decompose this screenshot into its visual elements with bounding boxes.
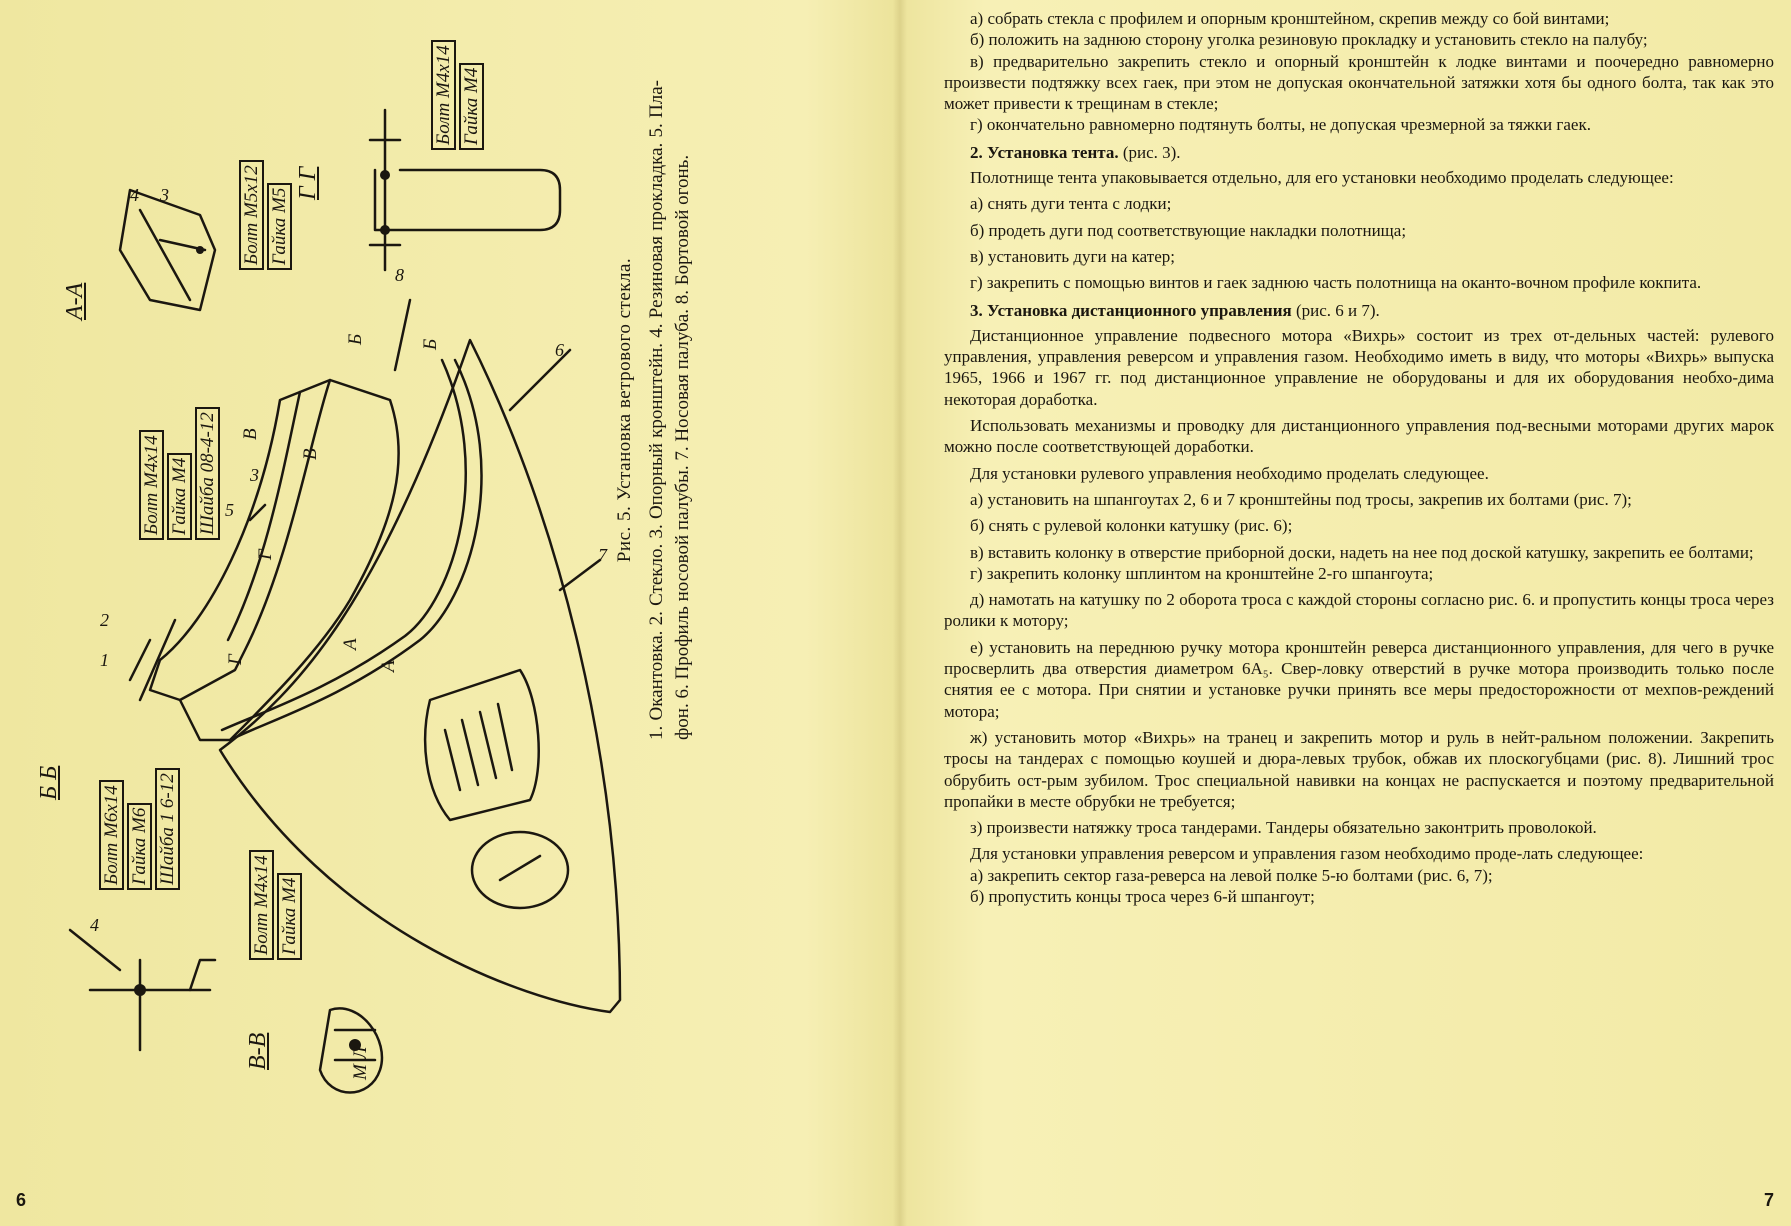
paragraph: г) окончательно равномерно подтянуть болты, не допуская чрезмерной за тяжки гаек. (970, 115, 1591, 135)
cut-mark-v2: В (240, 428, 261, 440)
gg-bolt1-label: Болт М5x12 (239, 160, 264, 270)
gg-nut1-wrap (268, 183, 292, 270)
vv-nut-wrap (278, 873, 302, 960)
list-item: а) установить на шпангоутах 2, 6 и 7 кронштейны под тросы, закрепив их болтами (рис. 7); (970, 489, 1632, 509)
aa-nut-label-wrap (168, 453, 192, 540)
gg-bolt2-label: Болт М4x14 (431, 40, 456, 150)
gg-bolt1-wrap (240, 160, 264, 270)
paragraph: Использовать механизмы и проводку для дистанционного управления под-весными моторами других марок можно после соответствующей доработки. (944, 416, 1774, 457)
callout-7: 7 (598, 545, 607, 565)
list-item: г) закрепить колонку шплинтом на кронштейне 2-го шпангоута; (970, 563, 1434, 583)
list-item: з) произвести натяжку троса тандерами. Тандеры обязательно законтрить проволокой. (970, 818, 1597, 838)
list-item: а) закрепить сектор газа-реверса на левой полке 5-ю болтами (рис. 6, 7); (970, 865, 1493, 885)
bb-washer-wrap (156, 768, 180, 890)
right-page (900, 0, 1791, 1226)
callout-1: 1 (100, 650, 109, 670)
vv-part-wrap (350, 1047, 372, 1080)
callout-4b: 4 (90, 915, 99, 935)
list-item: б) пропустить концы троса через 6-й шпангоут; (970, 886, 1315, 906)
vv-bolt-wrap (250, 850, 274, 960)
callout-5: 5 (225, 500, 234, 520)
paragraph: Для установки управления реверсом и управления газом необходимо проде-лать следующее: (970, 844, 1644, 864)
section-2-ref: (рис. 3). (1122, 142, 1181, 162)
gg-nut2-label: Гайка М4 (459, 63, 484, 150)
paragraph: б) положить на заднюю сторону уголка резиновую прокладку и установить стекло на палубу; (970, 30, 1648, 50)
section-vv-label: В-В (245, 1032, 271, 1070)
list-item: г) закрепить с помощью винтов и гаек заднюю часть полотнища на оканто-вочном профиле кокпита. (970, 273, 1702, 293)
gg-nut2-wrap (460, 63, 484, 150)
vv-bolt-label: Болт М4x14 (249, 850, 274, 960)
bb-nut-label: Гайка М6 (127, 803, 152, 890)
vv-nut-label: Гайка М4 (277, 873, 302, 960)
section-2-title: 2. Установка тента. (970, 142, 1119, 162)
callout-3b: 3 (250, 465, 259, 485)
callout-6: 6 (555, 340, 564, 360)
aa-fastener-label (140, 430, 164, 540)
instructions-text (944, 8, 1774, 907)
gg-nut1-label: Гайка М5 (267, 183, 292, 270)
section-2-intro: Полотнище тента упаковывается отдельно, для его установки необходимо проделать следующее: (970, 168, 1674, 188)
list-item: е) установить на переднюю ручку мотора кронштейн реверса дистанционного управления, для чего в ручке просверлить два отверстия диаметром 6А₅. Свер-ловку отверстий в ручке мотора производить только после снятия ее с мотора. При снятии и установке ручки принять все меры предосторожности от мехпов-реждений мотора; (944, 637, 1774, 721)
aa-washer-label: Шайба 08-4-12 (195, 407, 220, 540)
list-item: а) снять дуги тента с лодки; (970, 194, 1172, 214)
aa-bolt-label: Болт М4x14 (139, 430, 164, 540)
paragraph: а) собрать стекла с профилем и опорным кронштейном, скрепив между со бой винтами; (970, 9, 1610, 28)
list-item: ж) установить мотор «Вихрь» на транец и закрепить мотор и руль в нейт-ральном положении. Закрепить тросы на тандерах с помощью коушей и дюра-левых трубок, обжав их плоскогубцами (рис. 8). Лишний трос обрубить ост-рым зубилом. Трос специальной навивки на концах не распускается и поэтому предварительной пропайки в месте обрубки не требуется; (944, 727, 1774, 811)
list-item: в) установить дуги на катер; (970, 246, 1175, 266)
cut-mark-v: В (300, 448, 321, 460)
callout-8: 8 (395, 265, 404, 285)
aa-nut-label: Гайка М4 (167, 453, 192, 540)
cut-mark-a: А (340, 638, 361, 650)
bb-nut-wrap (128, 803, 152, 890)
cut-mark-g2: Г (225, 654, 246, 665)
page-number-left: 6 (16, 1190, 27, 1210)
callout-3: 3 (160, 185, 169, 205)
list-item: д) намотать на катушку по 2 оборота троса с каждой стороны согласно рис. 6. и пропустить концы троса через ролики к мотору; (944, 590, 1774, 631)
cut-mark-a2: А (378, 660, 399, 672)
callout-4: 4 (130, 185, 139, 205)
gg-bolt2-wrap (432, 40, 456, 150)
section-aa-label: А-А (62, 282, 88, 320)
section-2-heading (944, 142, 1774, 163)
section-bb-label: Б Б (36, 765, 62, 800)
figure-caption-title: Рис. 5. Установка ветрового стекла. (614, 257, 635, 563)
list-item: в) вставить колонку в отверстие приборной доски, надеть на нее под доской катушку, закрепить ее болтами; (970, 542, 1754, 562)
vv-part-label: М Л (350, 1046, 371, 1080)
page-number-right: 7 (1764, 1190, 1775, 1210)
bb-bolt-label: Болт М6x14 (99, 780, 124, 890)
list-item: б) продеть дуги под соответствующие накладки полотнища; (970, 220, 1407, 240)
paragraph: Дистанционное управление подвесного мотора «Вихрь» состоит из трех от-дельных частей: рулевого управления, управления реверсом и управления газом. Необходимо иметь в виду, что моторы «Вихрь» выпуска 1965, 1966 и 1967 гг. под дистанционное управление не оборудованы и для их оборудования необхо-дима некоторая доработка. (944, 325, 1774, 409)
cut-mark-b: Б (345, 333, 366, 345)
bb-bolt-wrap (100, 780, 124, 890)
aa-washer-label-wrap (196, 407, 220, 540)
figure-caption (612, 80, 696, 740)
cut-mark-b2: Б (420, 338, 441, 350)
callout-2: 2 (100, 610, 109, 630)
paragraph: в) предварительно закрепить стекло и опорный кронштейн к лодке винтами и поочередно равномерно произвести подтяжку всех гаек, при этом не допуская окончательной затяжки хотя бы одного болта, так как это может привести к трещинам в стекле; (944, 51, 1774, 114)
cut-mark-g: Г (255, 549, 276, 560)
paragraph: Для установки рулевого управления необходимо проделать следующее. (970, 463, 1489, 483)
bb-washer-label: Шайба 1 6-12 (155, 768, 180, 890)
list-item: б) снять с рулевой колонки катушку (рис. 6); (970, 516, 1293, 536)
section-3-ref: (рис. 6 и 7). (1295, 300, 1380, 320)
section-3-title: 3. Установка дистанционного управления (970, 300, 1292, 320)
section-3-heading (944, 300, 1774, 321)
section-gg-label: Г Г (295, 166, 321, 200)
figure-caption-legend: 1. Окантовка. 2. Стекло. 3. Опорный кронштейн. 4. Резиновая прокладка. 5. Пла-фон. 6. Профиль носовой палубы. 7. Носовая палуба. 8. Бортовой огонь. (646, 80, 693, 740)
